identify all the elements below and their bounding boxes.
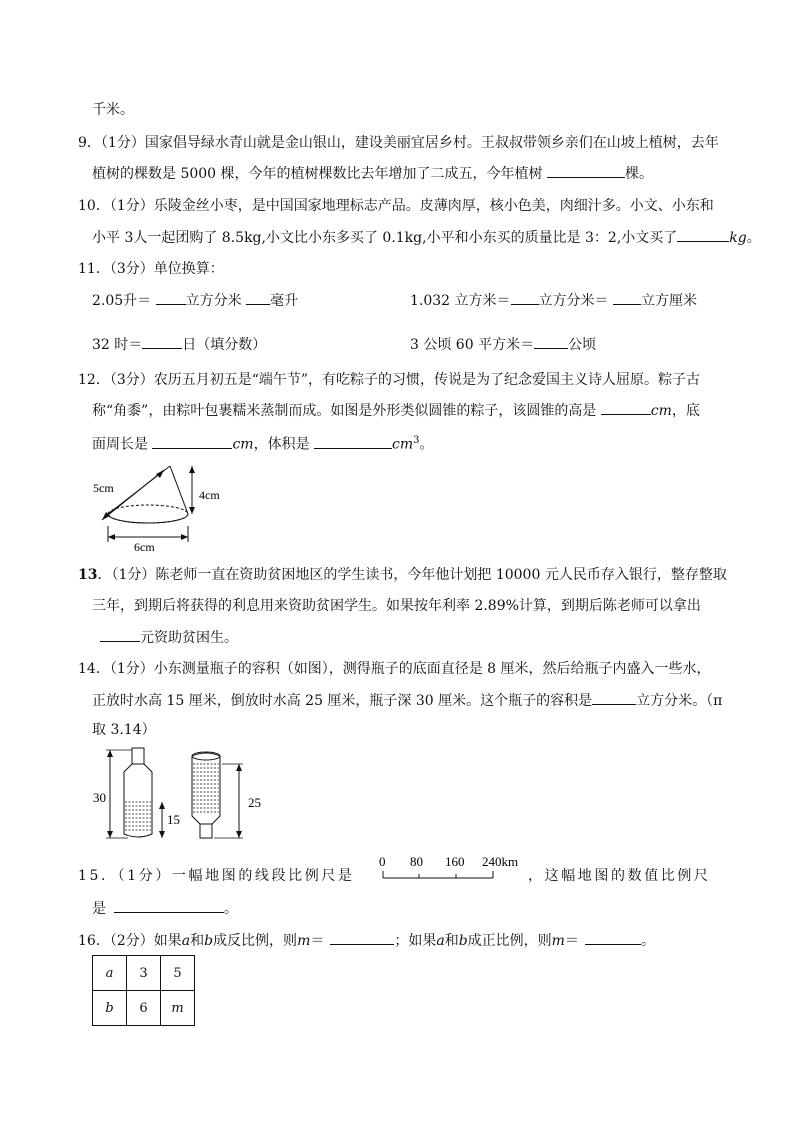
- q13-line1: [78, 565, 727, 585]
- bottle-inverted-neck: [200, 824, 212, 838]
- table-cell: a: [93, 956, 127, 991]
- q11-text: 1.032 立方米＝: [410, 293, 511, 309]
- q10-unit: kg: [729, 230, 747, 246]
- q14-text: 立方分米。（π: [636, 693, 723, 709]
- water-up-label: 15: [167, 812, 180, 827]
- q15-text: 。: [224, 901, 238, 917]
- q13-blank[interactable]: [100, 627, 140, 642]
- q14-line3: 取 3.14）: [92, 722, 156, 738]
- q16-text: ＝: [564, 933, 579, 949]
- q12-blank-1[interactable]: [601, 400, 651, 415]
- q12-unit: cm: [392, 436, 414, 453]
- q12-text: 称“角黍”，由粽叶包裹糯米蒸制而成。如图是外形类似圆锥的粽子，该圆锥的高是: [92, 403, 601, 419]
- q11-blank-1[interactable]: [156, 290, 186, 305]
- q12-blank-2[interactable]: [152, 434, 232, 449]
- q9-end: 棵。: [624, 166, 653, 182]
- q12-blank-3[interactable]: [314, 434, 392, 449]
- q16-text: 16．（2分）如果: [78, 933, 182, 949]
- q16-blank-2[interactable]: [585, 930, 641, 945]
- height-label: 4cm: [199, 488, 220, 502]
- table-row: [93, 991, 195, 1026]
- diameter-label: 6cm: [134, 540, 155, 554]
- table-row: [93, 956, 195, 991]
- q11-blank-2[interactable]: [246, 290, 270, 305]
- q11-blank-4[interactable]: [613, 290, 641, 305]
- scale-bar: [376, 854, 526, 886]
- q16-text: ＝: [310, 933, 325, 949]
- q13-line2: 三年，到期后将获得的利息用来资助贫困学生。如果按年利率 2.89%计算，到期后陈老师可以拿出: [92, 598, 701, 614]
- q12-text: 面周长是: [92, 436, 153, 453]
- q12-unit: cm: [650, 403, 672, 419]
- q11-blank-3[interactable]: [511, 290, 539, 305]
- q15-line1-right: ，这幅地图的数值比例尺: [528, 868, 711, 884]
- table-cell: b: [93, 991, 127, 1026]
- q11-text: 毫升: [270, 293, 299, 309]
- cone-figure: [88, 462, 238, 554]
- q9-line1: 9．（1分）国家倡导绿水青山就是金山银山，建设美丽宜居乡村。王叔叔带领乡亲们在山坡上植树，去年: [78, 135, 719, 151]
- q11-text: 3 公顷 60 平方米＝: [410, 337, 535, 353]
- q16-var-a: a: [181, 933, 191, 949]
- q13-text: 元资助贫困生。: [140, 630, 238, 646]
- q12-text: 。: [419, 436, 434, 453]
- q16-text: 成反比例，则: [213, 933, 298, 949]
- q16-text: 。: [640, 933, 655, 949]
- table-cell: m: [161, 991, 195, 1026]
- q14-line2: [92, 690, 722, 711]
- q9-blank[interactable]: [547, 163, 625, 178]
- q16-line1: [78, 930, 655, 951]
- q11-text: 立方分米＝: [538, 293, 613, 309]
- q11-text: 公顷: [568, 337, 597, 353]
- water-down-label: 25: [248, 795, 261, 810]
- q14-line1: 14．（1分）小东测量瓶子的容积（如图），测得瓶子的底面直径是 8 厘米，然后给瓶子内盛入一些水，: [78, 661, 711, 677]
- q10-line2: [92, 227, 761, 248]
- total-label: 30: [93, 790, 106, 805]
- q13-text: ．（1分）陈老师一直在资助贫困地区的学生读书，今年他计划把 10000 元人民币存入银行，整存整取: [97, 567, 727, 583]
- q12-text: ，底: [671, 403, 700, 419]
- q11-row2-left: [92, 334, 266, 355]
- q11-text: 立方厘米: [640, 293, 697, 309]
- q11-title: 11．（3分）单位换算：: [78, 261, 224, 277]
- q11-blank-6[interactable]: [534, 334, 568, 349]
- q16-blank-1[interactable]: [330, 930, 394, 945]
- continuation-text: 千米。: [92, 102, 134, 118]
- q11-text: 日（填分数）: [182, 337, 267, 353]
- q12-line2: [92, 400, 700, 421]
- table-cell: 5: [161, 956, 195, 991]
- table-cell: 6: [127, 991, 161, 1026]
- scale-tick-0: 0: [379, 854, 386, 869]
- cone-base-front: [108, 514, 188, 523]
- q9-text: 植树的棵数是 5000 棵，今年的植树棵数比去年增加了二成五，今年植树: [92, 166, 547, 182]
- q15-blank[interactable]: [114, 898, 224, 913]
- scale-tick-80: 80: [410, 854, 423, 869]
- q11-blank-5[interactable]: [142, 334, 182, 349]
- q16-text: 和: [444, 933, 459, 949]
- q10-end: 。: [746, 230, 761, 246]
- q11-text: 2.05升＝: [92, 293, 156, 309]
- q12-sup: 3: [413, 435, 420, 446]
- q12-line3: [92, 431, 434, 455]
- q11-row1-left: [92, 290, 298, 311]
- q15-line1-left: 15．（1分）一幅地图的线段比例尺是: [78, 868, 355, 884]
- q16-text: 成正比例，则: [467, 933, 552, 949]
- table-cell: 3: [127, 956, 161, 991]
- q11-text: 立方分米: [185, 293, 247, 309]
- scale-tick-160: 160: [445, 854, 465, 869]
- ab-table: [92, 955, 195, 1026]
- q10-text: 小平 3人一起团购了 8.5kg,小文比小东多买了 0.1kg,小平和小东买的质量比是 3：2,小文买了: [92, 230, 678, 246]
- q13-number: 13: [78, 567, 98, 583]
- slant-label: 5cm: [93, 481, 114, 495]
- q16-var-b: b: [204, 933, 214, 949]
- q11-text: 32 时＝: [92, 337, 143, 353]
- bottle-upright-neck: [132, 748, 144, 764]
- q12-line1: 12．（3分）农历五月初五是“端午节”，有吃粽子的习惯，传说是为了纪念爱国主义诗人屈原。粽子古: [78, 372, 701, 388]
- q10-line1: 10．（1分）乐陵金丝小枣，是中国国家地理标志产品。皮薄肉厚，核小色美，肉细汁多。小文、小东和: [78, 198, 714, 214]
- q10-blank[interactable]: [677, 227, 729, 242]
- q16-var-b: b: [458, 933, 468, 949]
- bottle-inverted-water: [193, 764, 219, 812]
- q16-text: ；如果: [394, 933, 437, 949]
- bottle-figure: [88, 746, 278, 846]
- scale-tick-240: 240km: [482, 854, 519, 869]
- q16-text: 和: [190, 933, 205, 949]
- q14-text: 正放时水高 15 厘米，倒放时水高 25 厘米，瓶子深 30 厘米。这个瓶子的容积是: [92, 693, 593, 709]
- q11-row1-right: [410, 290, 697, 311]
- q16-var-a: a: [436, 933, 445, 949]
- q15-line2: [92, 898, 238, 919]
- q16-var-m: m: [297, 933, 311, 949]
- q12-text: ，体积是: [253, 436, 315, 453]
- q11-row2-right: [410, 334, 596, 355]
- q9-line2: [92, 163, 653, 184]
- q16-var-m: m: [551, 933, 565, 949]
- q15-text: 是: [92, 901, 106, 917]
- q12-unit: cm: [232, 436, 254, 453]
- slant-arrow: [102, 470, 164, 520]
- q13-line3: [92, 627, 238, 648]
- bottle-upright-water: [125, 802, 151, 830]
- q14-blank[interactable]: [592, 690, 636, 705]
